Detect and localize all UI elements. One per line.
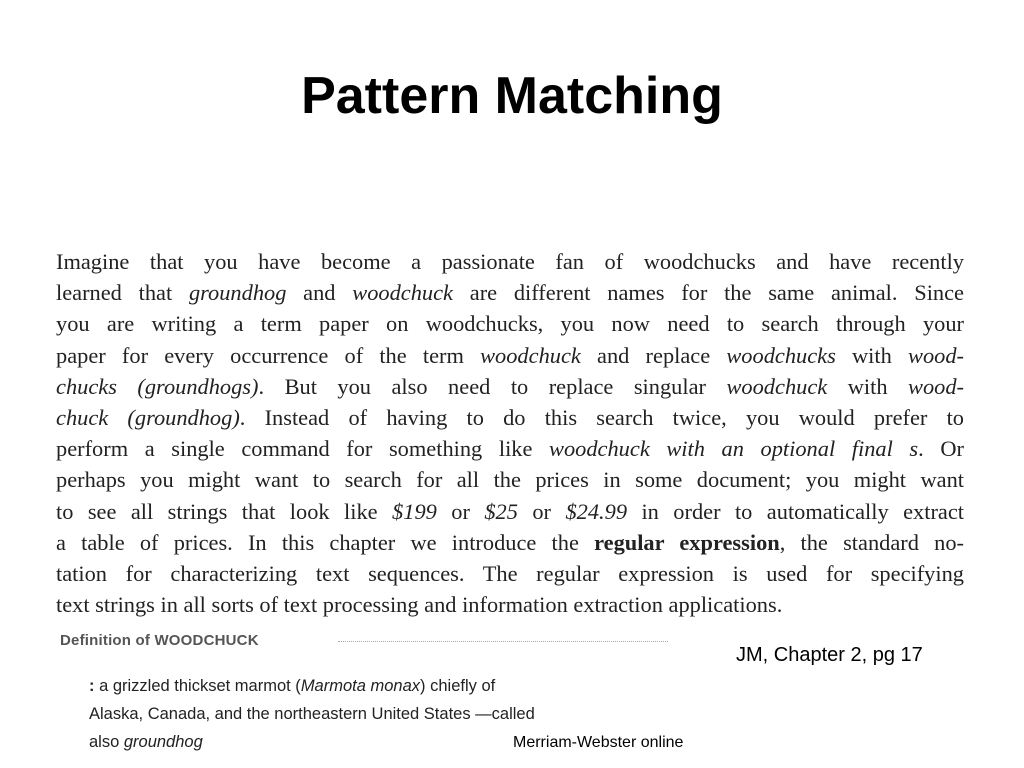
excerpt-text: with — [827, 373, 909, 399]
excerpt-text: . But you also need to replace singular — [258, 373, 727, 399]
excerpt-text: . Or — [918, 436, 964, 462]
source-credit: Merriam-Webster online — [513, 734, 684, 751]
definition-colon: : — [89, 677, 95, 695]
excerpt-line — [56, 558, 964, 589]
excerpt-line — [56, 246, 964, 277]
italic-term: $199 — [392, 498, 437, 524]
excerpt-text: Imagine that you have become a passionate fan of woodchucks and have recently — [56, 249, 964, 274]
excerpt-text: you are writing a term paper on woodchucks, you now need to search through your — [56, 311, 964, 337]
excerpt-text: with — [835, 342, 909, 368]
excerpt-line — [56, 277, 964, 308]
excerpt-line — [56, 402, 964, 433]
italic-term: $25 — [484, 498, 518, 524]
excerpt-text: a table of prices. In this chapter we introduce the — [56, 529, 595, 555]
italic-term: woodchuck — [726, 373, 828, 399]
excerpt-line — [56, 527, 964, 558]
excerpt-text: perform a single command for something like — [56, 436, 550, 462]
excerpt-line — [56, 464, 964, 495]
italic-term: woodchuck — [352, 280, 453, 306]
excerpt-line — [56, 308, 964, 339]
definition-also: also — [89, 733, 124, 751]
italic-term: woodchuck — [480, 342, 581, 368]
excerpt-line — [56, 371, 964, 402]
italic-term: woodchucks — [726, 342, 836, 368]
excerpt-text: learned that — [56, 280, 189, 306]
excerpt-text: are different names for the same animal. Since — [453, 280, 964, 306]
excerpt-text: in order to automatically extract — [627, 498, 964, 524]
excerpt-text: and replace — [580, 342, 727, 368]
definition-divider — [338, 641, 668, 642]
excerpt-text: . Instead of having to do this search twice, you would prefer to — [239, 405, 964, 431]
definition-heading: Definition of WOODCHUCK — [60, 632, 259, 649]
bold-term: regular expression — [594, 529, 780, 555]
italic-term: woodchuck with an optional final s — [549, 436, 919, 462]
excerpt-text: or — [517, 498, 566, 524]
excerpt-line — [56, 589, 964, 620]
citation: JM, Chapter 2, pg 17 — [736, 644, 923, 666]
textbook-excerpt — [56, 246, 964, 620]
excerpt-text: and — [286, 280, 353, 306]
italic-term: chuck (groundhog) — [56, 405, 240, 431]
excerpt-text: paper for every occurrence of the term — [56, 342, 481, 368]
excerpt-text: perhaps you might want to search for all the prices in some document; you might want — [56, 467, 964, 493]
italic-term: chucks (groundhogs) — [56, 373, 259, 399]
excerpt-line — [56, 496, 964, 527]
excerpt-line — [56, 340, 964, 371]
excerpt-text: tation for characterizing text sequences. The regular expression is used for specifying — [56, 561, 964, 587]
italic-term: groundhog — [188, 280, 287, 306]
excerpt-text: to see all strings that look like — [56, 498, 393, 524]
excerpt-text: or — [436, 498, 485, 524]
definition-part-1: a grizzled thickset marmot ( — [94, 677, 301, 695]
definition-line-2: Alaska, Canada, and the northeastern United States —called — [89, 705, 535, 723]
excerpt-line — [56, 433, 964, 464]
italic-term: wood- — [908, 373, 964, 399]
excerpt-text: , the standard no- — [779, 529, 964, 555]
alternate-name: groundhog — [123, 733, 203, 751]
slide-title: Pattern Matching — [301, 67, 723, 125]
excerpt-text: text strings in all sorts of text processing and information extraction applications. — [56, 592, 783, 618]
italic-term: wood- — [908, 342, 964, 368]
species-name: Marmota monax — [300, 677, 421, 695]
definition-part-2: ) chiefly of — [420, 677, 496, 695]
italic-term: $24.99 — [565, 498, 628, 524]
